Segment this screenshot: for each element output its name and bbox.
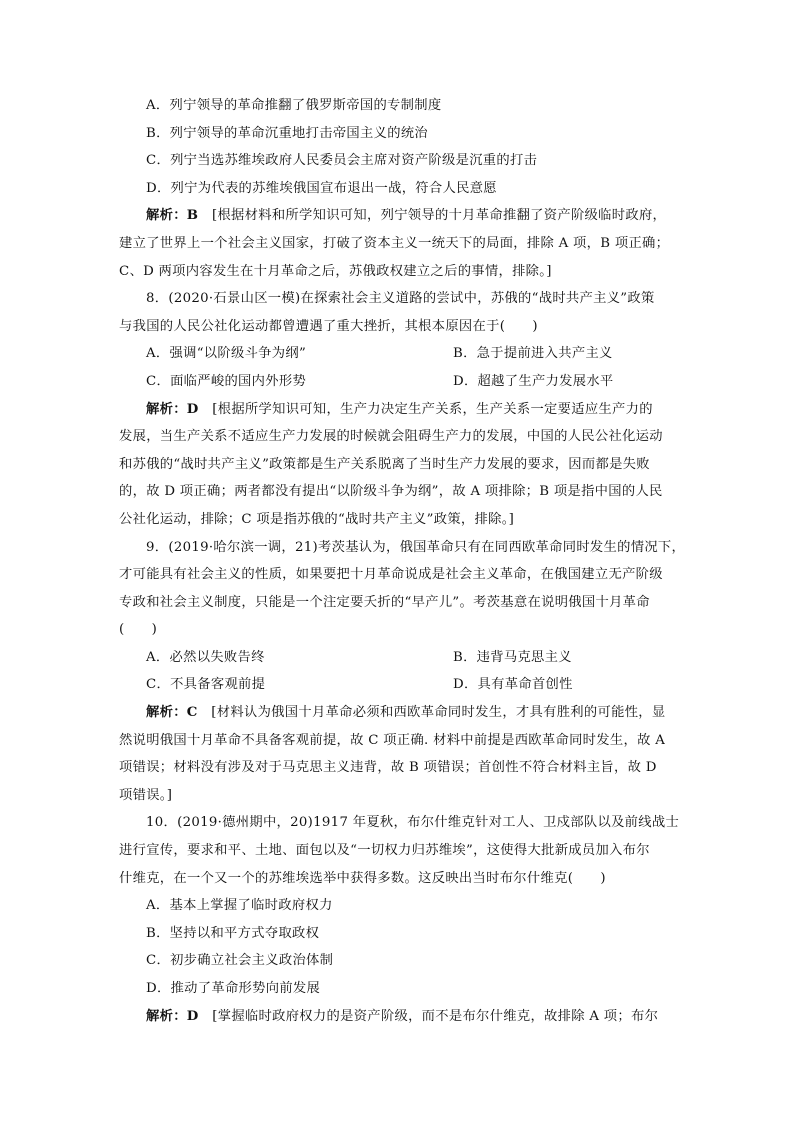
- q8-analysis-label: 解析：D: [146, 401, 199, 417]
- q8-analysis-line-5: 公社化运动，排除；C 项是指苏俄的“战时共产主义”政策，排除。]: [119, 511, 515, 527]
- q9-analysis-label: 解析：C: [146, 705, 198, 721]
- q10-option-c: C．初步确立社会主义政治体制: [146, 953, 334, 969]
- q8-stem-line-2: 与我国的人民公社化运动都曾遭遇了重大挫折，其根本原因在于( ): [119, 318, 538, 334]
- q10-option-a: A．基本上掌握了临时政府权力: [146, 898, 333, 914]
- q9-stem-line-2: 才可能具有社会主义的性质，如果要把十月革命说成是社会主义革命，在俄国建立无产阶级: [119, 567, 663, 583]
- q10-stem-line-1: 10．(2019·德州期中，20)1917 年夏秋，布尔什维克针对工人、卫戍部队以及前线战士: [146, 815, 680, 831]
- q9-stem-line-3: 专政和社会主义制度，只能是一个注定要夭折的“早产儿”。考茨基意在说明俄国十月革命: [119, 594, 650, 610]
- q7-option-c: C．列宁当选苏维埃政府人民委员会主席对资产阶级是沉重的打击: [146, 153, 538, 169]
- q9-analysis-line-4: 项错误。]: [119, 787, 173, 803]
- q8-option-row-1: [119, 340, 679, 368]
- q7-analysis-text: [根据材料和所学知识可知，列宁领导的十月革命推翻了资产阶级临时政府，: [211, 208, 667, 224]
- q7-analysis-line-1: [119, 202, 679, 230]
- q7-option-d: D．列宁为代表的苏维埃俄国宣布退出一战，符合人民意愿: [146, 180, 497, 196]
- q8-stem-line-1: 8．(2020·石景山区一模)在探索社会主义道路的尝试中，苏俄的“战时共产主义”政策: [146, 291, 655, 307]
- q10-option-d: D．推动了革命形势向前发展: [146, 981, 321, 996]
- q8-analysis-line-3: 和苏俄的“战时共产主义”政策都是生产关系脱离了当时生产力发展的要求，因而都是失败: [119, 456, 650, 472]
- q10-analysis-text: [掌握临时政府权力的是资产阶级，而不是布尔什维克，故排除 A 项；布尔: [212, 1008, 659, 1024]
- q9-option-row-1: [119, 644, 679, 672]
- q9-analysis-line-2: 然说明俄国十月革命不具备客观前提，故 C 项正确. 材料中前提是西欧革命同时发生，故 A: [119, 732, 666, 748]
- q8-analysis-text: [根据所学知识可知，生产力决定生产关系，生产关系一定要适应生产力的: [212, 401, 653, 417]
- q10-stem-line-3: 什维克，在一个又一个的苏维埃选举中获得多数。这反映出当时布尔什维克( ): [119, 870, 606, 886]
- q8-option-a: A．强调“以阶级斗争为纲”: [146, 346, 307, 362]
- q8-analysis-line-2: 发展，当生产关系不适应生产力发展的时候就会阻碍生产力的发展，中国的人民公社化运动: [119, 429, 663, 445]
- q10-analysis-label: 解析：D: [146, 1008, 199, 1024]
- q9-analysis-line-3: 项错误；材料没有涉及对于马克思主义违背，故 B 项错误；首创性不符合材料主旨，故 D: [119, 760, 657, 776]
- q8-option-c: C．面临严峻的国内外形势: [146, 373, 307, 389]
- q10-analysis-line-1: [119, 1003, 679, 1031]
- q8-analysis-line-1: [119, 396, 679, 424]
- q7-analysis-label: 解析：B: [146, 208, 199, 224]
- q9-analysis-text: [材料认为俄国十月革命必须和西欧革命同时发生，才具有胜利的可能性，显: [211, 705, 666, 721]
- q10-stem-line-2: 进行宣传，要求和平、土地、面包以及“一切权力归苏维埃”，这使得大批新成员加入布尔: [119, 843, 650, 859]
- q8-option-b: B．急于提前进入共产主义: [453, 346, 613, 362]
- q8-analysis-line-4: 的，故 D 项正确；两者都没有提出“以阶级斗争为纲”，故 A 项排除；B 项是指中国的人民: [119, 484, 663, 500]
- q9-option-a: A．必然以失败告终: [146, 649, 265, 665]
- q7-option-b: B．列宁领导的革命沉重地打击帝国主义的统治: [146, 125, 429, 141]
- q9-option-b: B．违背马克思主义: [453, 649, 572, 665]
- q9-stem-line-4: ( ): [119, 622, 158, 638]
- q9-stem-line-1: 9．(2019·哈尔滨一调，21)考茨基认为，俄国革命只有在同西欧革命同时发生的情况下，: [146, 539, 686, 555]
- q9-analysis-line-1: [119, 699, 679, 727]
- q7-analysis-line-3: C、D 两项内容发生在十月革命之后，苏俄政权建立之后的事情，排除。]: [119, 263, 552, 279]
- q8-option-d: D．超越了生产力发展水平: [453, 373, 614, 389]
- question-content: [119, 92, 686, 1030]
- q10-option-b: B．坚持以和平方式夺取政权: [146, 925, 320, 941]
- q7-option-a: A．列宁领导的革命推翻了俄罗斯帝国的专制制度: [146, 98, 442, 113]
- q9-option-row-2: [119, 671, 679, 699]
- q8-option-row-2: [119, 368, 679, 396]
- q7-analysis-line-2: 建立了世界上一个社会主义国家，打破了资本主义一统天下的局面，排除 A 项，B 项正确；: [119, 235, 670, 251]
- q9-option-c: C．不具备客观前提: [146, 677, 266, 693]
- q9-option-d: D．具有革命首创性: [453, 677, 573, 693]
